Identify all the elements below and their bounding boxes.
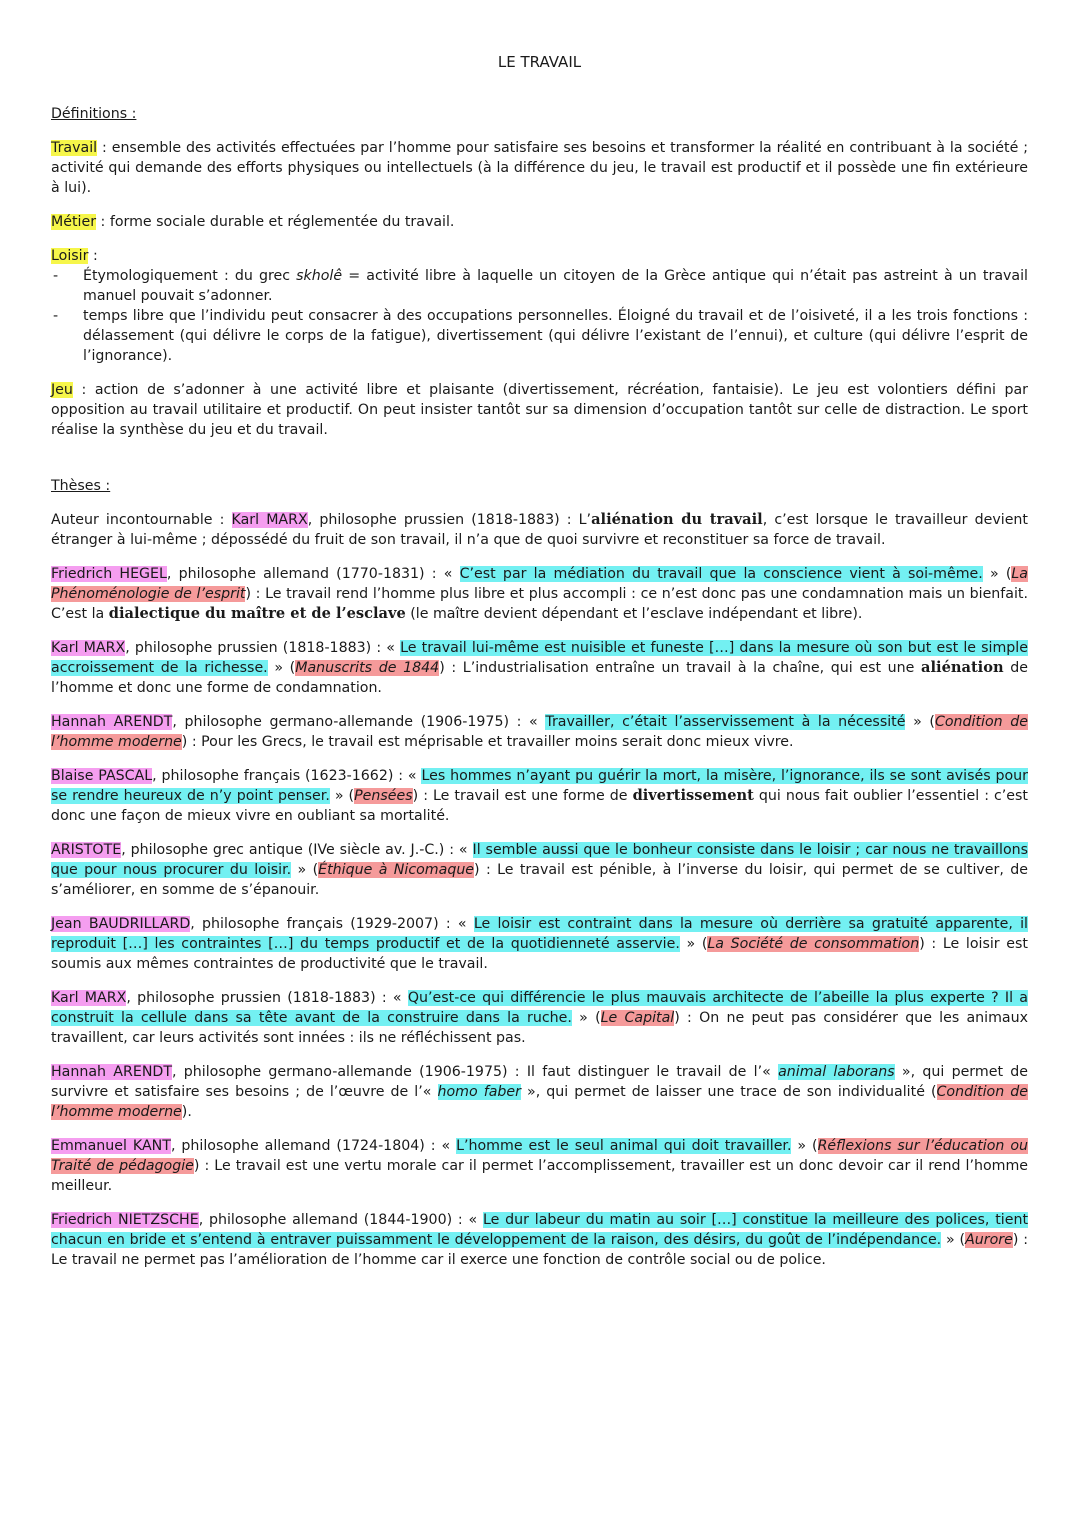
- quote: Le loisir est contraint dans la mesure où derrière sa gratuité apparente, il reproduit […] les contraintes […] du temps productif et de la quotidienneté asservie.: [51, 916, 1028, 952]
- work-title: Le Capital: [600, 1010, 675, 1026]
- thesis-nietzsche: Friedrich NIETZSCHE, philosophe allemand (1844-1900) : « Le dur labeur du matin au soir […] constitue la meilleure des polices, tient chacun en bride et s’entend à entraver puissamment le développement de la raison, des désirs, du goût de l’indépendance. » (Aurore) : Le travail ne permet pas l’amélioration de l’homme car il exerce une fonction de contrôle social ou de police.: [51, 1212, 1029, 1268]
- quote: Les hommes n’ayant pu guérir la mort, la misère, l’ignorance, ils se sont avisés pour se rendre heureux de n’y point penser.: [51, 768, 1028, 804]
- work-title: La Société de consommation: [707, 936, 920, 952]
- thesis-arendt-necessite: Hannah ARENDT, philosophe germano-allemande (1906-1975) : « Travailler, c’était l’asservissement à la nécessité » (Condition de l’homme moderne) : Pour les Grecs, le travail est méprisable et travailler moins serait donc mieux vivre.: [51, 714, 1029, 750]
- author-name: Hannah ARENDT: [51, 714, 173, 730]
- quote: Il semble aussi que le bonheur consiste dans le loisir ; car nous ne travaillons que pour nous procurer du loisir.: [51, 842, 1029, 878]
- author-name: ARISTOTE: [51, 842, 122, 858]
- quote: Le travail lui-même est nuisible et funeste […] dans la mesure où son but est le simple accroissement de la richesse.: [51, 640, 1028, 676]
- author-name: Emmanuel KANT: [51, 1138, 171, 1154]
- work-title: Manuscrits de 1844: [295, 660, 440, 676]
- page-title: LE TRAVAIL: [497, 53, 582, 71]
- work-title: Réflexions sur l’éducation ou Traité de pédagogie: [51, 1138, 1028, 1174]
- work-title: Éthique à Nicomaque: [318, 862, 475, 878]
- quote: Travailler, c’était l’asservissement à la nécessité: [545, 714, 906, 730]
- author-name: Karl MARX: [231, 512, 308, 528]
- author-name: Friedrich HEGEL: [51, 566, 167, 582]
- list-item: - temps libre que l’individu peut consacrer à des occupations personnelles. Éloigné du travail et de l’oisiveté, il a les trois fonctions : délassement (qui délivre le corps de la fatigue), divertissement (qui délivre l’existant de l’ennui), et culture (qui délivre l’esprit de l’ignorance).: [51, 306, 1028, 366]
- thesis-aristote: ARISTOTE, philosophe grec antique (IVe siècle av. J.-C.) : « Il semble aussi que le bonheur consiste dans le loisir ; car nous ne travaillons que pour nous procurer du loisir. » (Éthique à Nicomaque) : Le travail est pénible, à l’inverse du loisir, qui permet de se cultiver, de s’améliorer, en somme de s’épanouir.: [51, 842, 1029, 898]
- author-name: Friedrich NIETZSCHE: [51, 1212, 199, 1228]
- work-title: La Phénoménologie de l’esprit: [51, 566, 1028, 602]
- definition-travail: [51, 138, 1028, 198]
- term-loisir: Loisir: [51, 248, 89, 264]
- work-title: Pensées: [354, 788, 413, 804]
- work-title: Condition de l’homme moderne: [51, 714, 1029, 750]
- work-title: Condition de l’homme moderne: [51, 1084, 1029, 1120]
- definition-travail-text: : ensemble des activités effectuées par l’homme pour satisfaire ses besoins et transformer la réalité en contribuant à la société ; activité qui demande des efforts physiques ou intellectuels (à la différence du jeu, le travail est productif et il possède une fin extérieure à lui).: [51, 140, 1028, 196]
- definitions-heading: Définitions :: [51, 106, 137, 122]
- thesis-marx-manuscrits: Karl MARX, philosophe prussien (1818-1883) : « Le travail lui-même est nuisible et funeste […] dans la mesure où son but est le simple accroissement de la richesse. » (Manuscrits de 1844) : L’industrialisation entraîne un travail à la chaîne, qui est une aliénation de l’homme et donc une forme de condamnation.: [51, 640, 1028, 696]
- author-name: Karl MARX: [51, 990, 127, 1006]
- term-jeu: Jeu: [51, 382, 73, 398]
- thesis-marx-alienation: Auteur incontournable : Karl MARX, philosophe prussien (1818-1883) : L’aliénation du travail, c’est lorsque le travailleur devient étranger à lui-même ; dépossédé du fruit de son travail, il n’a que de quoi survivre et reconstituer sa force de travail.: [51, 511, 1028, 548]
- term-metier: Métier: [51, 214, 97, 230]
- loisir-list: [51, 266, 1028, 366]
- definition-loisir: Loisir : - Étymologiquement : du grec skholê = activité libre à laquelle un citoyen de la Grèce antique qui n’était pas astreint à un travail manuel pouvait s’adonner. - temps libre que l’individu peut consacrer à des occupations personnelles. Éloigné du travail et de l’oisiveté, il a les trois fonctions : délassement (qui délivre le corps de la fatigue), divertissement (qui délivre l’existant de l’ennui), et culture (qui délivre l’esprit de l’ignorance).: [51, 246, 1028, 366]
- definition-jeu-text: : action de s’adonner à une activité libre et plaisante (divertissement, récréation, fantaisie). Le jeu est volontiers défini par opposition au travail utilitaire et productif. On peut insister tantôt sur sa dimension d’occupation tantôt sur celle de distraction. Le sport réalise la synthèse du jeu et du travail.: [51, 382, 1028, 438]
- work-title: Aurore: [965, 1232, 1013, 1248]
- term-animal-laborans: animal laborans: [778, 1064, 895, 1080]
- document-page: [51, 50, 1028, 1284]
- author-name: Blaise PASCAL: [51, 768, 153, 784]
- definition-metier: [51, 212, 1028, 232]
- quote: Le dur labeur du matin au soir […] constitue la meilleure des polices, tient chacun en bride et s’entend à entraver puissamment le développement de la raison, des désirs, du goût de l’indépendance.: [51, 1212, 1029, 1248]
- thesis-baudrillard: Jean BAUDRILLARD, philosophe français (1929-2007) : « Le loisir est contraint dans la mesure où derrière sa gratuité apparente, il reproduit […] les contraintes […] du temps productif et de la quotidienneté asservie. » (La Société de consommation) : Le loisir est soumis aux mêmes contraintes de productivité que le travail.: [51, 916, 1028, 972]
- author-name: Jean BAUDRILLARD: [51, 916, 191, 932]
- author-name: Karl MARX: [51, 640, 126, 656]
- thesis-marx-capital: Karl MARX, philosophe prussien (1818-1883) : « Qu’est-ce qui différencie le plus mauvais architecte de l’abeille la plus experte ? Il a construit la cellule dans sa tête avant de la construire dans la ruche. » (Le Capital) : On ne peut pas considérer que les animaux travaillent, car leurs activités sont innées : ils ne réfléchissent pas.: [51, 990, 1029, 1046]
- theses-heading: Thèses :: [51, 478, 111, 494]
- quote: L’homme est le seul animal qui doit travailler.: [456, 1138, 792, 1154]
- author-name: Hannah ARENDT: [51, 1064, 173, 1080]
- definition-metier-text: : forme sociale durable et réglementée du travail.: [96, 214, 455, 230]
- thesis-kant: Emmanuel KANT, philosophe allemand (1724-1804) : « L’homme est le seul animal qui doit travailler. » (Réflexions sur l’éducation ou Traité de pédagogie) : Le travail est une vertu morale car il permet l’accomplissement, travailler est un donc devoir car il rend l’homme meilleur.: [51, 1138, 1029, 1194]
- quote: Qu’est-ce qui différencie le plus mauvais architecte de l’abeille la plus experte ? Il a construit la cellule dans sa tête avant de la construire dans la ruche.: [51, 990, 1028, 1026]
- list-item: - Étymologiquement : du grec skholê = activité libre à laquelle un citoyen de la Grèce antique qui n’était pas astreint à un travail manuel pouvait s’adonner.: [51, 266, 1028, 306]
- definition-jeu: [51, 380, 1028, 440]
- term-homo-faber: homo faber: [437, 1084, 521, 1100]
- term-travail: Travail: [51, 140, 98, 156]
- thesis-pascal: Blaise PASCAL, philosophe français (1623-1662) : « Les hommes n’ayant pu guérir la mort, la misère, l’ignorance, ils se sont avisés pour se rendre heureux de n’y point penser. » (Pensées) : Le travail est une forme de divertissement qui nous fait oublier l’essentiel : c’est donc une façon de mieux vivre en oubliant sa mortalité.: [51, 768, 1028, 824]
- quote: C’est par la médiation du travail que la conscience vient à soi-même.: [459, 566, 983, 582]
- thesis-hegel: Friedrich HEGEL, philosophe allemand (1770-1831) : « C’est par la médiation du travail que la conscience vient à soi-même. » (La Phénoménologie de l’esprit) : Le travail rend l’homme plus libre et plus accompli : ce n’est donc pas une condamnation mais un bienfait. C’est la dialectique du maître et de l’esclave (le maître devient dépendant et l’esclave indépendant et libre).: [51, 566, 1029, 622]
- thesis-arendt-distinction: Hannah ARENDT, philosophe germano-allemande (1906-1975) : Il faut distinguer le travail de l’« animal laborans », qui permet de survivre et satisfaire ses besoins ; de l’œuvre de l’« homo faber », qui permet de laisser une trace de son individualité (Condition de l’homme moderne).: [51, 1064, 1029, 1120]
